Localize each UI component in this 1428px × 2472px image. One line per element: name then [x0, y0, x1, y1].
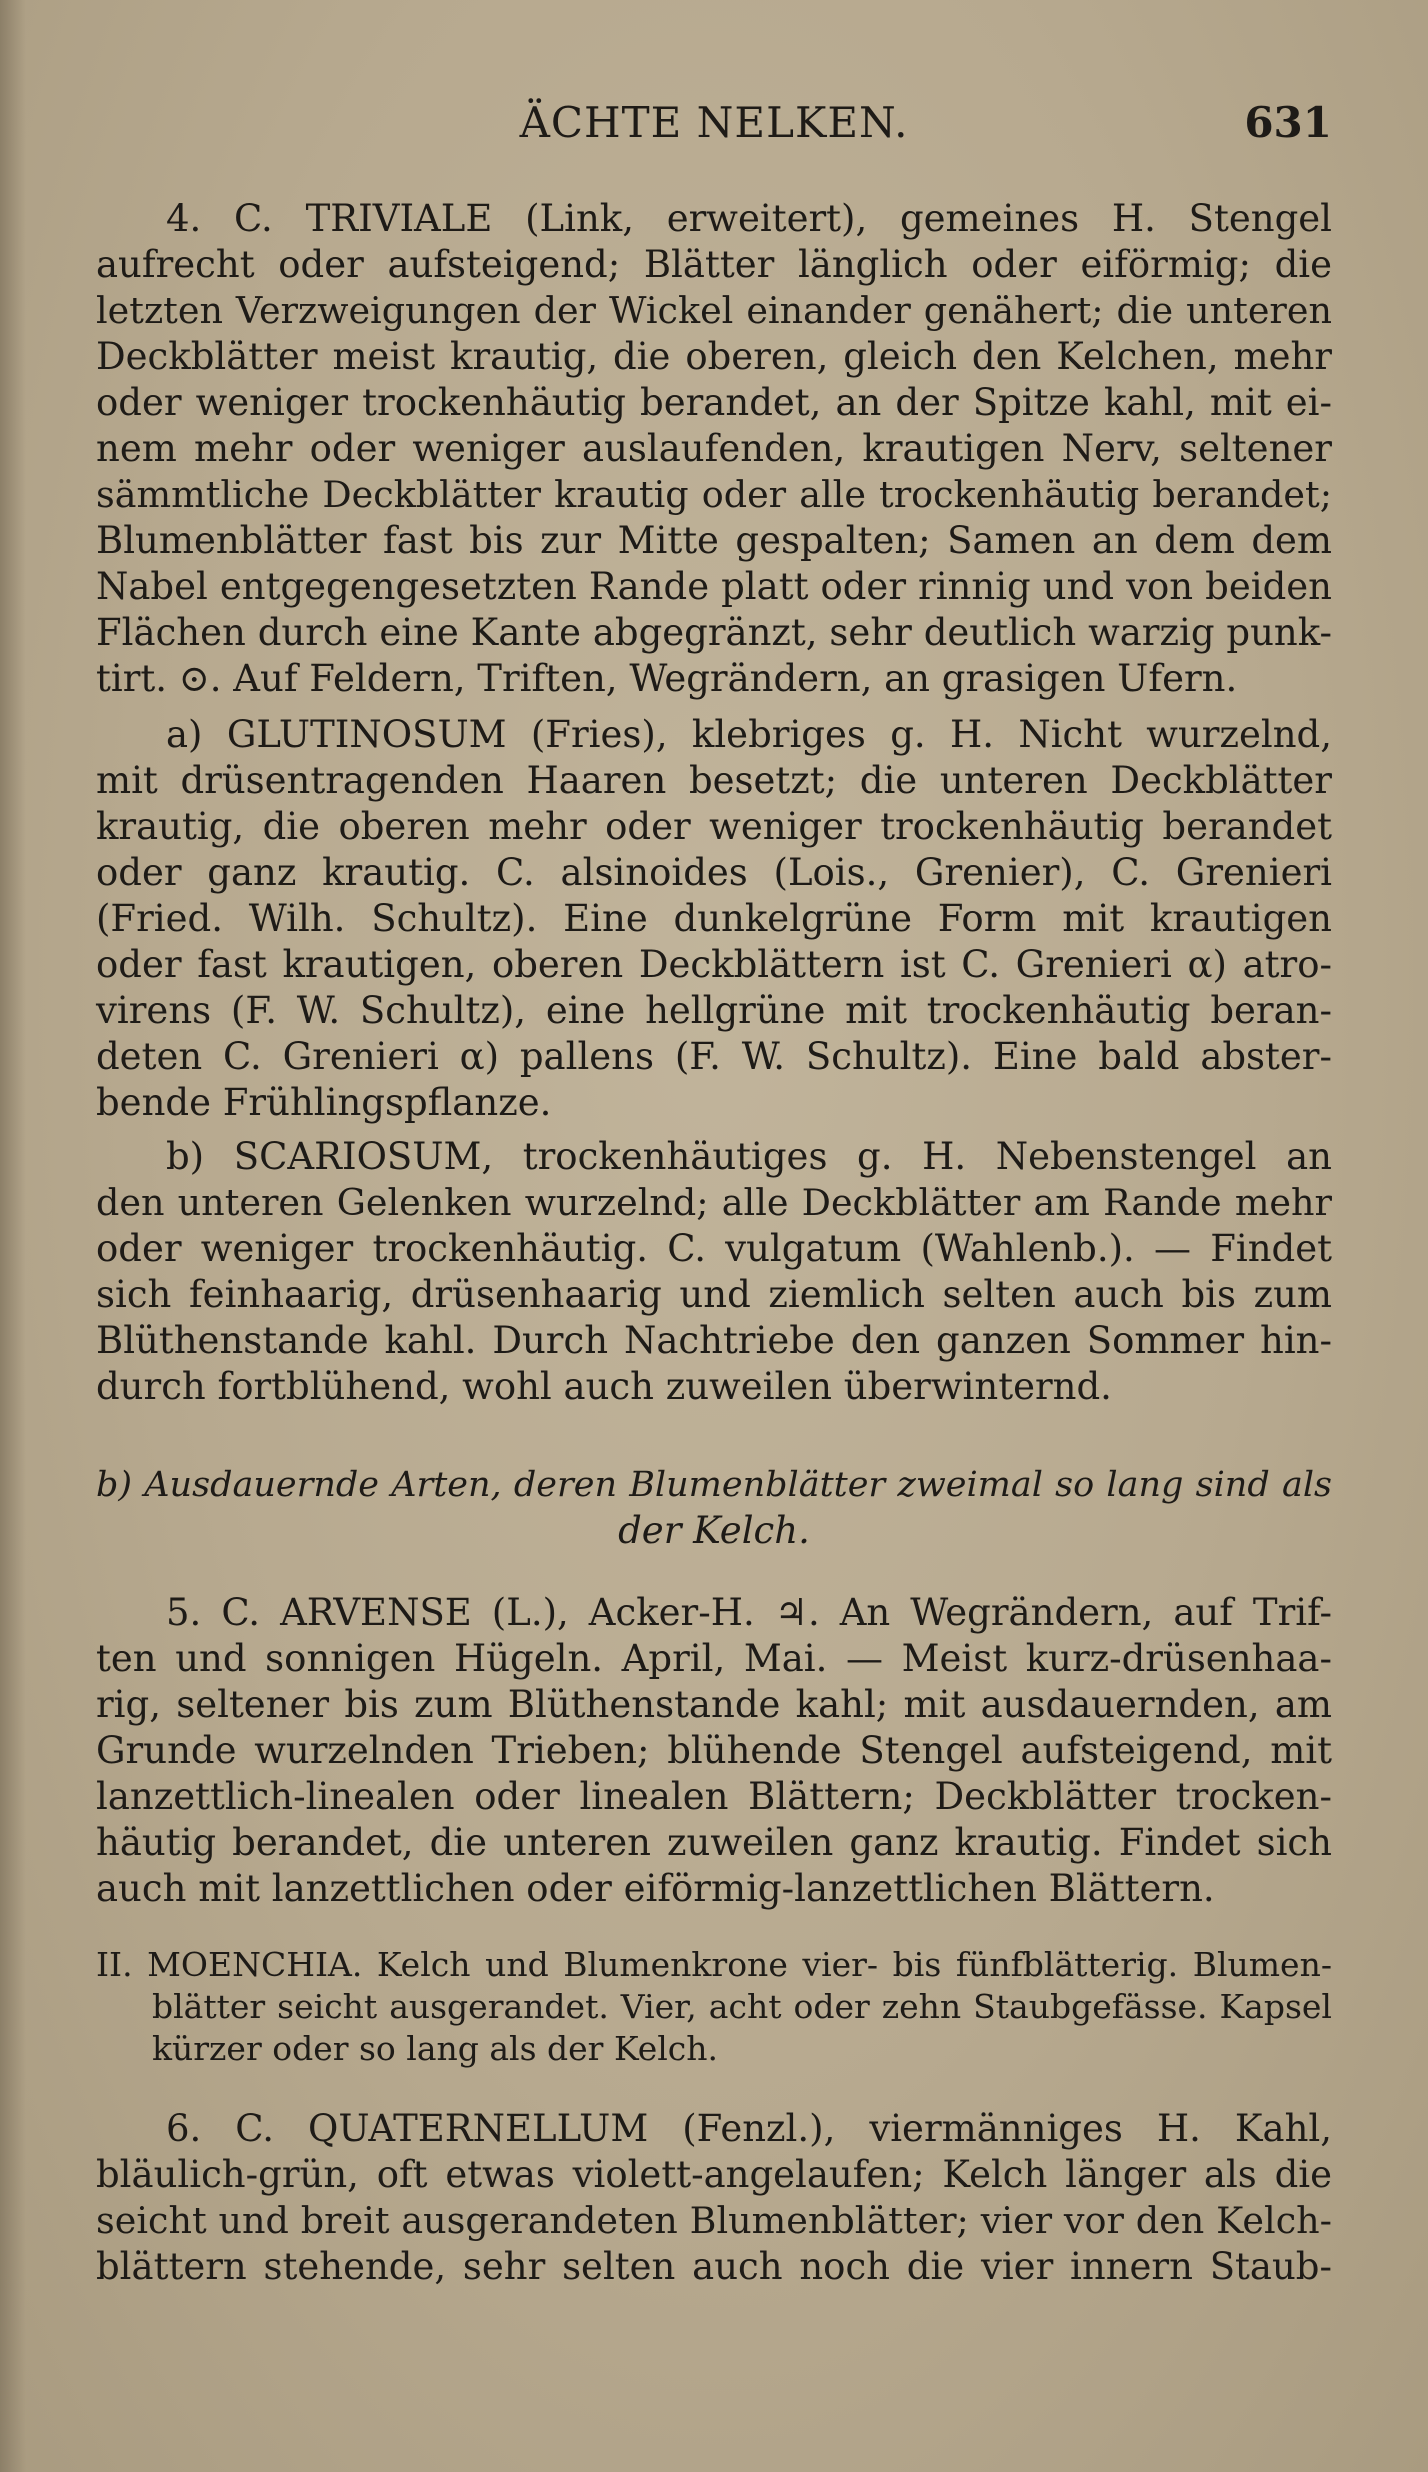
- page-header: [96, 98, 1332, 158]
- text-line: oder fast krautigen, oberen Deckblättern ist C. Grenieri α) atro-: [96, 943, 1332, 986]
- paragraph-glutinosum: [96, 712, 1332, 1126]
- subheading: [96, 1462, 1332, 1554]
- text-line: oder ganz krautig. C. alsinoides (Lois., Grenier), C. Grenieri: [96, 851, 1332, 894]
- text-line: letzten Verzweigungen der Wickel einander genähert; die unteren: [96, 289, 1332, 332]
- text-line: deten C. Grenieri α) pallens (F. W. Schultz). Eine bald abster-: [96, 1035, 1332, 1078]
- subheading-line: b) Ausdauernde Arten, deren Blumenblätter zweimal so lang sind als: [96, 1465, 1332, 1505]
- text-line: sämmtliche Deckblätter krautig oder alle trockenhäutig berandet;: [96, 473, 1332, 516]
- paragraph-arvense: [96, 1590, 1332, 1912]
- text-line: Flächen durch eine Kante abgegränzt, sehr deutlich warzig punk-: [96, 611, 1332, 654]
- text-line: seicht und breit ausgerandeten Blumenblätter; vier vor den Kelch-: [96, 2199, 1332, 2242]
- text-line: 6. C. QUATERNELLUM (Fenzl.), viermänniges H. Kahl,: [166, 2107, 1332, 2150]
- section-moenchia: [96, 1944, 1332, 2070]
- text-line: 4. C. TRIVIALE (Link, erweitert), gemeines H. Stengel: [166, 197, 1332, 240]
- text-line: a) GLUTINOSUM (Fries), klebriges g. H. Nicht wurzelnd,: [166, 713, 1332, 756]
- subheading-line: der Kelch.: [618, 1509, 810, 1552]
- text-line: oder weniger trockenhäutig. C. vulgatum (Wahlenb.). — Findet: [96, 1227, 1332, 1270]
- text-line: kürzer oder so lang als der Kelch.: [152, 2029, 719, 2068]
- text-line: bläulich-grün, oft etwas violett-angelaufen; Kelch länger als die: [96, 2153, 1332, 2196]
- text-line: ten und sonnigen Hügeln. April, Mai. — Meist kurz-drüsenhaa-: [96, 1637, 1332, 1680]
- paragraph-scariosum: [96, 1134, 1332, 1410]
- text-line: blätter seicht ausgerandet. Vier, acht oder zehn Staubgefässe. Kapsel: [152, 1987, 1332, 2026]
- text-line: häutig berandet, die unteren zuweilen ganz krautig. Findet sich: [96, 1821, 1332, 1864]
- page-number: 631: [1244, 98, 1332, 147]
- text-line: (Fried. Wilh. Schultz). Eine dunkelgrüne Form mit krautigen: [96, 897, 1332, 940]
- text-line: bende Frühlingspflanze.: [96, 1081, 552, 1124]
- text-line: b) SCARIOSUM, trockenhäutiges g. H. Nebenstengel an: [166, 1135, 1332, 1178]
- text-line: rig, seltener bis zum Blüthenstande kahl; mit ausdauernden, am: [96, 1683, 1332, 1726]
- text-line: Blüthenstande kahl. Durch Nachtriebe den ganzen Sommer hin-: [96, 1319, 1332, 1362]
- paragraph-quaternellum: [96, 2106, 1332, 2290]
- text-line: mit drüsentragenden Haaren besetzt; die unteren Deckblätter: [96, 759, 1332, 802]
- page-edge-shadow: [0, 0, 26, 2472]
- text-line: virens (F. W. Schultz), eine hellgrüne mit trockenhäutig beran-: [96, 989, 1332, 1032]
- paragraph-triviale: [96, 196, 1332, 702]
- text-line: nem mehr oder weniger auslaufenden, krautigen Nerv, seltener: [96, 427, 1332, 470]
- text-line: den unteren Gelenken wurzelnd; alle Deckblätter am Rande mehr: [96, 1181, 1332, 1224]
- text-line: sich feinhaarig, drüsenhaarig und ziemlich selten auch bis zum: [96, 1273, 1332, 1316]
- text-line: tirt. ⊙. Auf Feldern, Triften, Wegrändern, an grasigen Ufern.: [96, 657, 1238, 700]
- text-line: krautig, die oberen mehr oder weniger trockenhäutig berandet: [96, 805, 1332, 848]
- text-line: Grunde wurzelnden Trieben; blühende Stengel aufsteigend, mit: [96, 1729, 1332, 1772]
- text-line: Nabel entgegengesetzten Rande platt oder rinnig und von beiden: [96, 565, 1332, 608]
- text-line: auch mit lanzettlichen oder eiförmig-lanzettlichen Blättern.: [96, 1867, 1215, 1910]
- text-line: blättern stehende, sehr selten auch noch die vier innern Staub-: [96, 2245, 1332, 2288]
- text-line: II. MOENCHIA. Kelch und Blumenkrone vier- bis fünfblätterig. Blumen-: [96, 1945, 1332, 1984]
- text-line: durch fortblühend, wohl auch zuweilen überwinternd.: [96, 1365, 1112, 1408]
- text-line: Blumenblätter fast bis zur Mitte gespalten; Samen an dem dem: [96, 519, 1332, 562]
- text-line: Deckblätter meist krautig, die oberen, gleich den Kelchen, mehr: [96, 335, 1332, 378]
- text-line: oder weniger trockenhäutig berandet, an der Spitze kahl, mit ei-: [96, 381, 1332, 424]
- text-line: 5. C. ARVENSE (L.), Acker-H. ♃. An Wegrändern, auf Trif-: [166, 1591, 1332, 1634]
- text-line: lanzettlich-linealen oder linealen Blättern; Deckblätter trocken-: [96, 1775, 1332, 1818]
- text-line: aufrecht oder aufsteigend; Blätter länglich oder eiförmig; die: [96, 243, 1332, 286]
- running-title: ÄCHTE NELKEN.: [519, 98, 909, 147]
